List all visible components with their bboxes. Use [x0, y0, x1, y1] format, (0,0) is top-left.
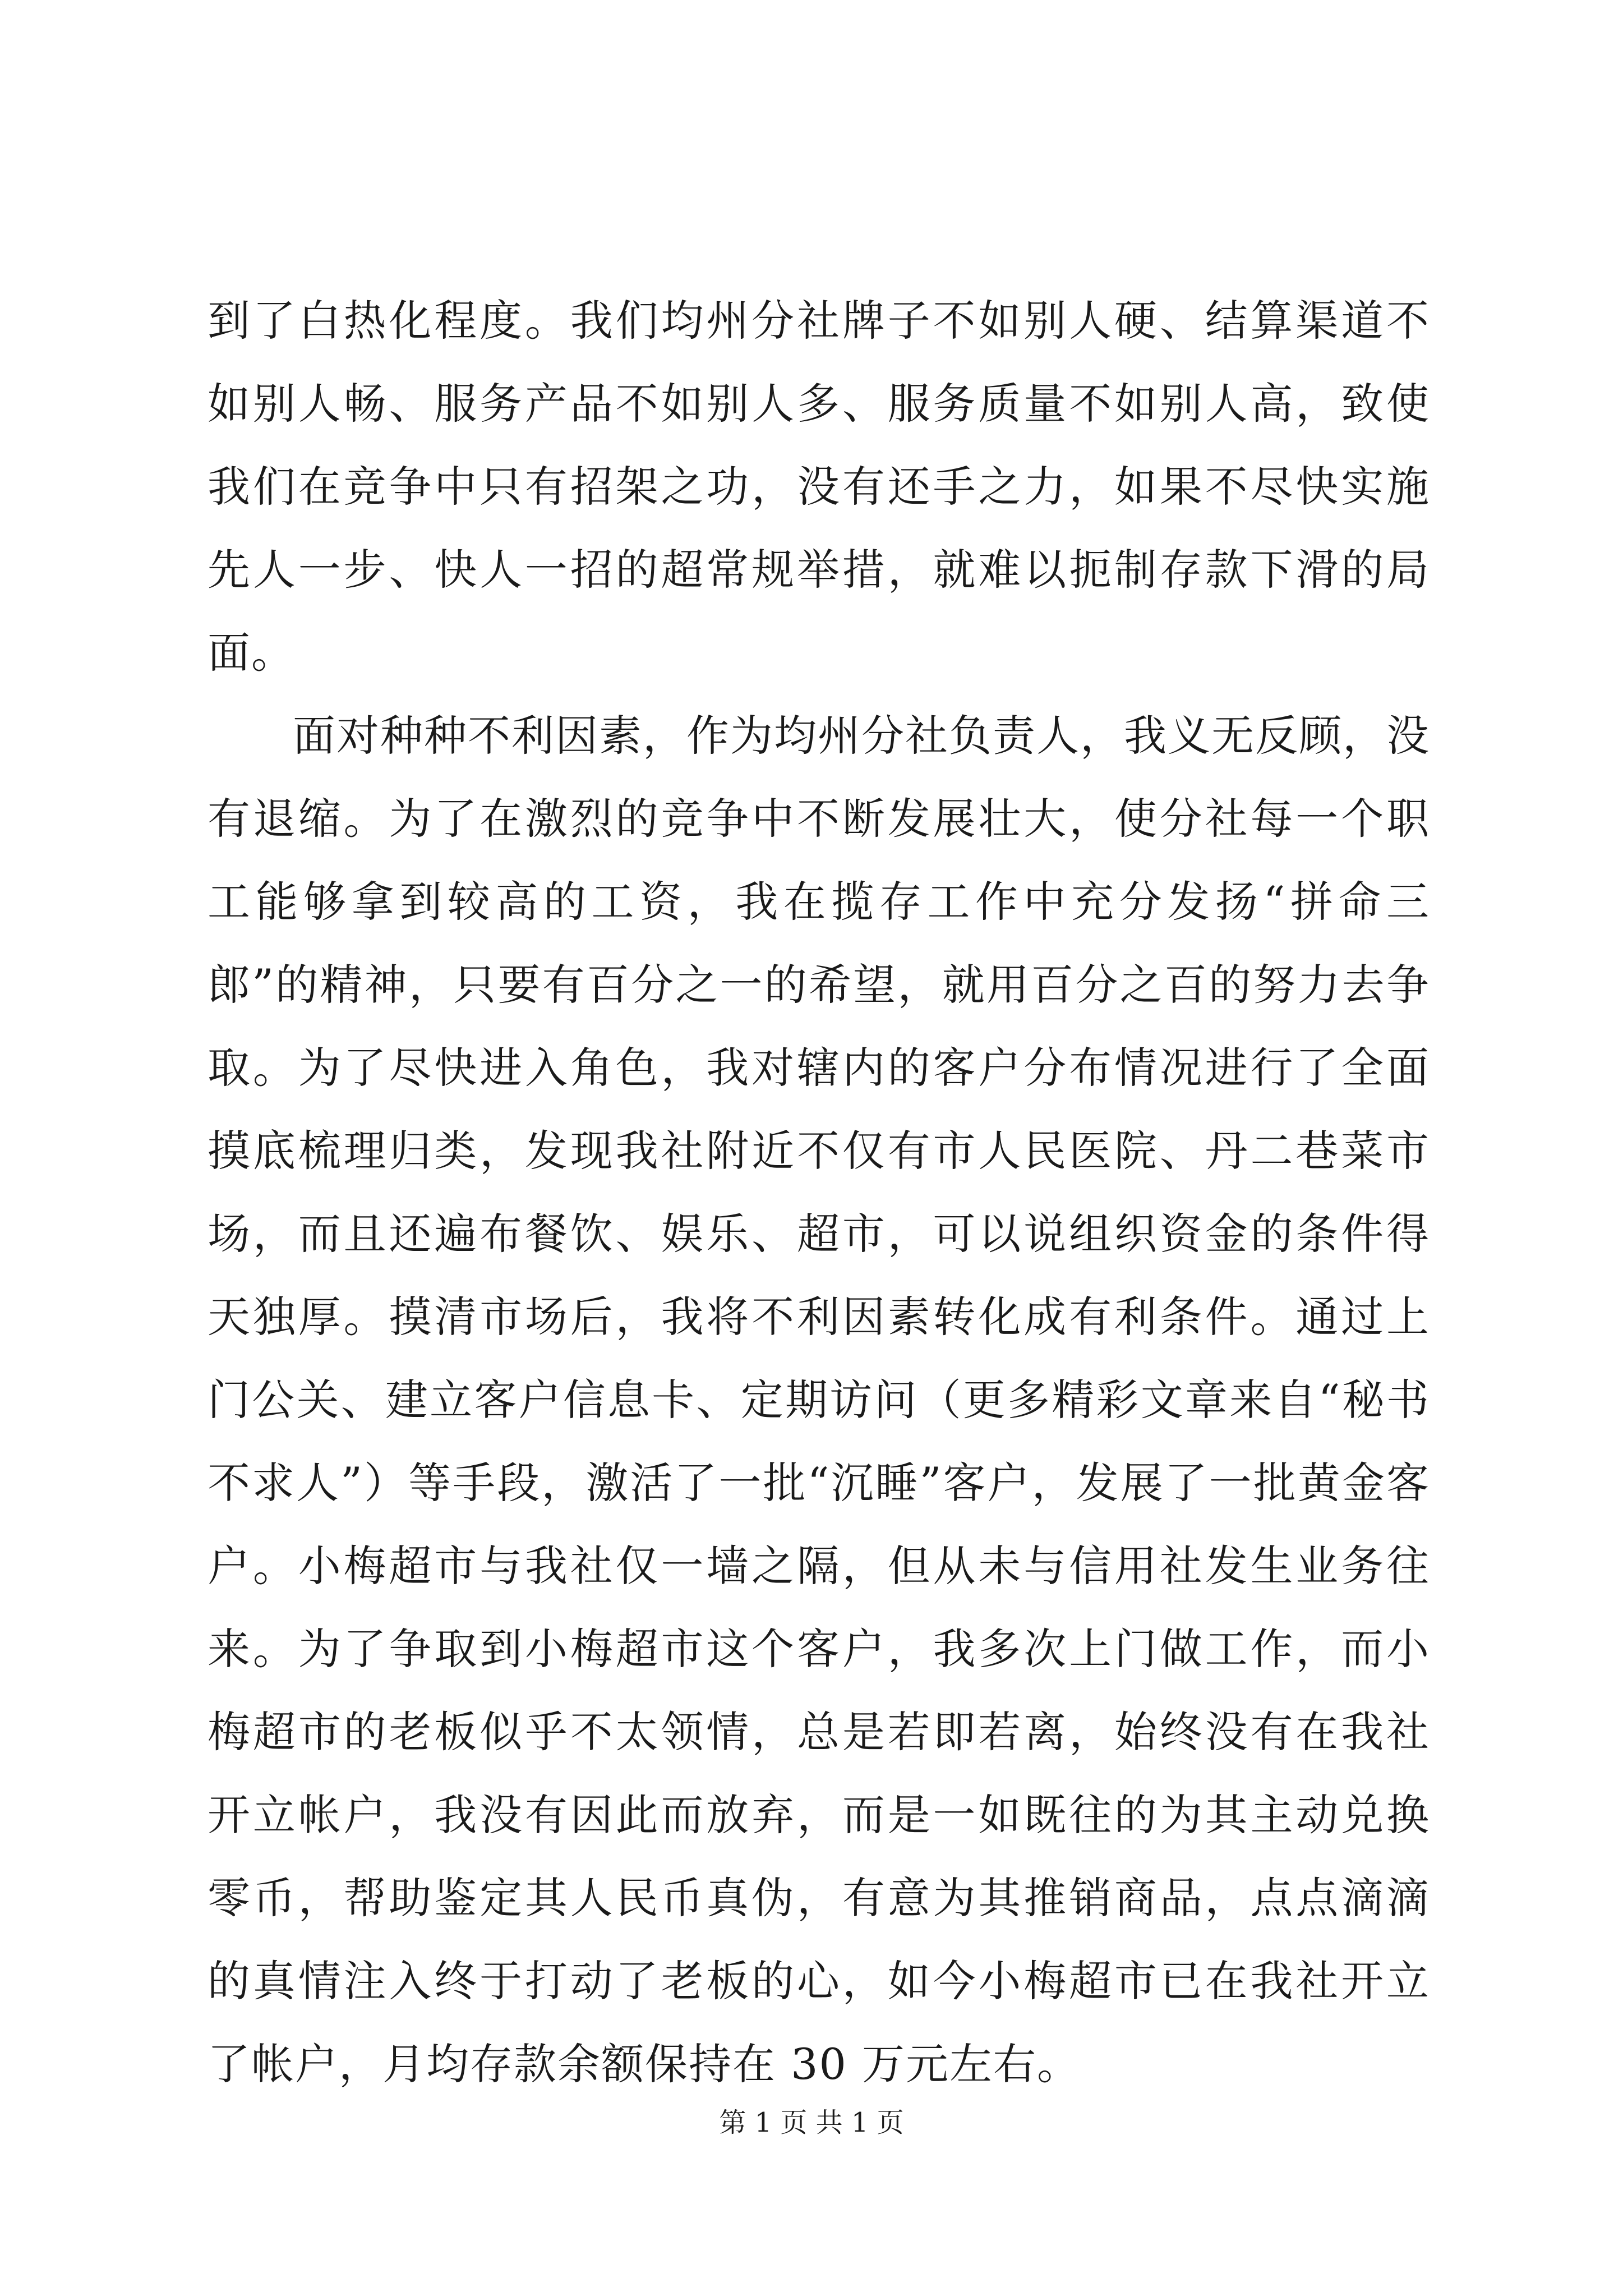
paragraph-2: 面对种种不利因素，作为均州分社负责人，我义无反顾，没有退缩。为了在激烈的竞争中不断发展壮大，使分社每一个职工能够拿到较高的工资，我在揽存工作中充分发扬“拼命三郎”的精神，只要有百分之一的希望，就用百分之百的努力去争取。为了尽快进入角色，我对辖内的客户分布情况进行了全面摸底梳理归类，发现我社附近不仅有市人民医院、丹二巷菜市场，而且还遍布餐饮、娱乐、超市，可以说组织资金的条件得天独厚。摸清市场后，我将不利因素转化成有利条件。通过上门公关、建立客户信息卡、定期访问（更多精彩文章来自“秘书不求人”）等手段，激活了一批“沉睡”客户，发展了一批黄金客户。小梅超市与我社仅一墙之隔，但从未与信用社发生业务往来。为了争取到小梅超市这个客户，我多次上门做工作，而小梅超市的老板似乎不太领情，总是若即若离，始终没有在我社开立帐户，我没有因此而放弃，而是一如既往的为其主动兑换零币，帮助鉴定其人民币真伪，有意为其推销商品，点点滴滴的真情注入终于打动了老板的心，如今小梅超市已在我社开立了帐户，月均存款余额保持在 30 万元左右。	[208, 711, 1430, 2089]
document-body	[208, 279, 1430, 2106]
paragraph-1: 到了白热化程度。我们均州分社牌子不如别人硬、结算渠道不如别人畅、服务产品不如别人多、服务质量不如别人高，致使我们在竞争中只有招架之功，没有还手之力，如果不尽快实施先人一步、快人一招的超常规举措，就难以扼制存款下滑的局面。	[208, 296, 1430, 678]
page-footer: 第 1 页 共 1 页	[719, 2107, 904, 2138]
